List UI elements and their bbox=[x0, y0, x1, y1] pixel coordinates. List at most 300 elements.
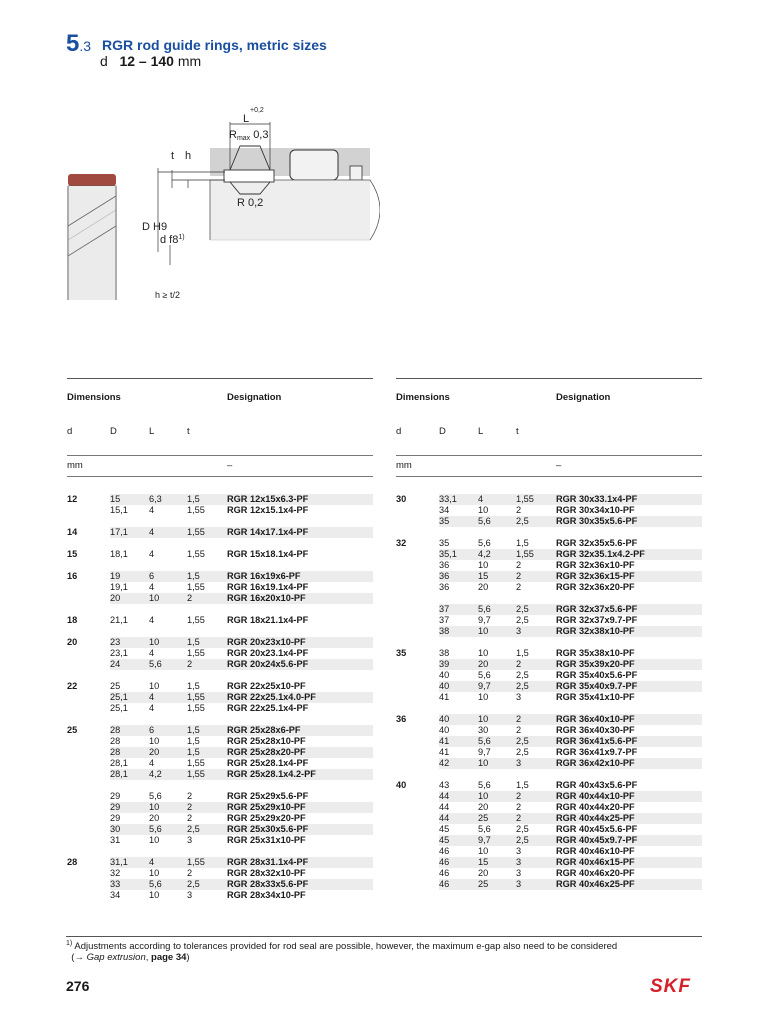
h-note: h ≥ t/2 bbox=[155, 290, 180, 300]
dim-L: 4 bbox=[149, 758, 155, 768]
designation: RGR 36x42x10-PF bbox=[556, 758, 635, 768]
dim-t: 3 bbox=[187, 835, 193, 845]
col-L: L bbox=[149, 426, 155, 437]
table-row bbox=[439, 516, 702, 527]
dim-D: 37 bbox=[439, 615, 450, 625]
dim-t: 3 bbox=[516, 879, 522, 889]
table-row bbox=[439, 659, 702, 670]
dim-L: 20 bbox=[149, 747, 160, 757]
dim-D: 15 bbox=[110, 494, 121, 504]
table-row bbox=[439, 846, 702, 857]
dim-t: 3 bbox=[516, 626, 522, 636]
dim-t: 2 bbox=[516, 791, 522, 801]
dim-D: 40 bbox=[439, 714, 450, 724]
dim-D: 43 bbox=[439, 780, 450, 790]
dim-t: 2,5 bbox=[516, 670, 529, 680]
table-row bbox=[110, 802, 373, 813]
dim-D: 28 bbox=[110, 747, 121, 757]
designation: RGR 25x29x5.6-PF bbox=[227, 791, 309, 801]
designation: RGR 32x36x15-PF bbox=[556, 571, 635, 581]
dim-t: 1,5 bbox=[187, 494, 200, 504]
dim-L-tol: +0,2 bbox=[250, 107, 264, 114]
designation: RGR 20x23.1x4-PF bbox=[227, 648, 309, 658]
dim-L: 4 bbox=[149, 615, 155, 625]
designation: RGR 32x35.1x4.2-PF bbox=[556, 549, 645, 559]
table-row bbox=[110, 703, 373, 714]
table-row bbox=[439, 648, 702, 659]
table-row bbox=[439, 626, 702, 637]
dim-t: 1,5 bbox=[187, 736, 200, 746]
designation: RGR 25x28x20-PF bbox=[227, 747, 306, 757]
dim-D: 33,1 bbox=[439, 494, 457, 504]
dim-L: 5,6 bbox=[478, 670, 491, 680]
dim-L: 5,6 bbox=[478, 516, 491, 526]
ring-sketch bbox=[68, 174, 116, 300]
designation: RGR 36x40x10-PF bbox=[556, 714, 635, 724]
dim-L: 25 bbox=[478, 879, 489, 889]
col-t: t bbox=[516, 426, 519, 437]
dim-L: 4 bbox=[149, 703, 155, 713]
dim-L: 5,6 bbox=[149, 791, 162, 801]
dim-t: 2 bbox=[516, 714, 522, 724]
dim-D: 31,1 bbox=[110, 857, 128, 867]
dim-D: 36 bbox=[439, 560, 450, 570]
dim-L: 15 bbox=[478, 571, 489, 581]
dim-L: 9,7 bbox=[478, 835, 491, 845]
dim-D: 46 bbox=[439, 868, 450, 878]
dim-L: 10 bbox=[149, 736, 160, 746]
unit-dash: – bbox=[227, 460, 233, 471]
table-row bbox=[439, 538, 702, 549]
table-row bbox=[110, 659, 373, 670]
table-row bbox=[439, 505, 702, 516]
dim-t: 2 bbox=[516, 582, 522, 592]
dim-t: 1,55 bbox=[187, 692, 205, 702]
dim-L: 5,6 bbox=[149, 659, 162, 669]
hdr-designation: Designation bbox=[227, 392, 282, 403]
dim-D: 28 bbox=[110, 725, 121, 735]
page-number: 276 bbox=[66, 978, 90, 994]
dim-L: 9,7 bbox=[478, 747, 491, 757]
dim-D: 46 bbox=[439, 846, 450, 856]
dim-L: 10 bbox=[149, 593, 160, 603]
dim-t: 1,5 bbox=[187, 571, 200, 581]
table-row bbox=[439, 714, 702, 725]
designation: RGR 25x28x6-PF bbox=[227, 725, 301, 735]
dim-L: 10 bbox=[478, 714, 489, 724]
dim-t: 2 bbox=[516, 560, 522, 570]
dim-t: 2,5 bbox=[516, 824, 529, 834]
table-row bbox=[110, 725, 373, 736]
dim-L: 10 bbox=[478, 505, 489, 515]
dim-D: 46 bbox=[439, 879, 450, 889]
bore-diameter: 20 bbox=[67, 637, 78, 647]
dim-L: 4 bbox=[149, 505, 155, 515]
table-row bbox=[110, 648, 373, 659]
table-row bbox=[110, 692, 373, 703]
designation: RGR 40x44x25-PF bbox=[556, 813, 635, 823]
dim-L: 5,6 bbox=[149, 824, 162, 834]
table-row bbox=[439, 681, 702, 692]
bore-diameter: 40 bbox=[396, 780, 407, 790]
bore-diameter: 32 bbox=[396, 538, 407, 548]
designation: RGR 40x46x10-PF bbox=[556, 846, 635, 856]
section-title: RGR rod guide rings, metric sizes bbox=[102, 37, 327, 53]
dim-L: 4 bbox=[149, 692, 155, 702]
hdr-designation: Designation bbox=[556, 392, 611, 403]
dim-L: 6 bbox=[149, 571, 155, 581]
dim-t: 2,5 bbox=[187, 824, 200, 834]
dim-t: 1,55 bbox=[187, 703, 205, 713]
table-row bbox=[110, 890, 373, 901]
dim-t: 2 bbox=[187, 791, 193, 801]
table-row bbox=[110, 637, 373, 648]
dim-D: 29 bbox=[110, 813, 121, 823]
bore-diameter: 15 bbox=[67, 549, 78, 559]
dim-t: 3 bbox=[516, 692, 522, 702]
dim-L: 25 bbox=[478, 813, 489, 823]
designation: RGR 25x29x10-PF bbox=[227, 802, 306, 812]
dim-t: 1,55 bbox=[516, 549, 534, 559]
dim-D: 39 bbox=[439, 659, 450, 669]
dim-D: 42 bbox=[439, 758, 450, 768]
dim-t: 2 bbox=[516, 802, 522, 812]
designation: RGR 36x41x9.7-PF bbox=[556, 747, 638, 757]
designation: RGR 40x46x20-PF bbox=[556, 868, 635, 878]
hdr-dimensions: Dimensions bbox=[396, 392, 450, 403]
dim-t: 1,5 bbox=[516, 648, 529, 658]
dim-D: 23 bbox=[110, 637, 121, 647]
table-row bbox=[439, 835, 702, 846]
designation: RGR 40x46x25-PF bbox=[556, 879, 635, 889]
designation: RGR 28x33x5.6-PF bbox=[227, 879, 309, 889]
dim-L: 30 bbox=[478, 725, 489, 735]
designation: RGR 22x25.1x4-PF bbox=[227, 703, 309, 713]
designation: RGR 32x36x10-PF bbox=[556, 560, 635, 570]
dim-df8: d f8$^{1)}$ bbox=[160, 234, 185, 246]
dim-D: 44 bbox=[439, 791, 450, 801]
designation: RGR 22x25x10-PF bbox=[227, 681, 306, 691]
dim-D: 25,1 bbox=[110, 703, 128, 713]
dim-D: 38 bbox=[439, 648, 450, 658]
housing-section bbox=[210, 146, 380, 240]
table-row bbox=[439, 571, 702, 582]
dim-t: 2 bbox=[187, 659, 193, 669]
dim-t: 1,55 bbox=[187, 857, 205, 867]
table-row bbox=[439, 615, 702, 626]
bore-diameter: 22 bbox=[67, 681, 78, 691]
designation: RGR 32x38x10-PF bbox=[556, 626, 635, 636]
dim-t: 2,5 bbox=[516, 604, 529, 614]
designation: RGR 22x25.1x4.0-PF bbox=[227, 692, 316, 702]
dim-t: 1,5 bbox=[187, 681, 200, 691]
bore-diameter: 14 bbox=[67, 527, 78, 537]
dim-D: 40 bbox=[439, 725, 450, 735]
designation: RGR 16x19x6-PF bbox=[227, 571, 301, 581]
designation: RGR 16x20x10-PF bbox=[227, 593, 306, 603]
dim-L: 4 bbox=[149, 582, 155, 592]
table-row bbox=[439, 802, 702, 813]
dim-L: 4,2 bbox=[149, 769, 162, 779]
unit-mm: mm bbox=[67, 460, 83, 471]
table-row bbox=[110, 549, 373, 560]
dim-D: 40 bbox=[439, 670, 450, 680]
designation: RGR 40x45x9.7-PF bbox=[556, 835, 638, 845]
table-row bbox=[439, 813, 702, 824]
dim-L: 20 bbox=[478, 659, 489, 669]
dim-D: 34 bbox=[439, 505, 450, 515]
designation: RGR 32x37x5.6-PF bbox=[556, 604, 638, 614]
dim-t: 1,55 bbox=[187, 615, 205, 625]
table-row bbox=[439, 868, 702, 879]
table-row bbox=[439, 670, 702, 681]
dim-D: 33 bbox=[110, 879, 121, 889]
dim-D: 29 bbox=[110, 802, 121, 812]
table-row bbox=[110, 758, 373, 769]
bore-diameter: 18 bbox=[67, 615, 78, 625]
dim-L: 20 bbox=[149, 813, 160, 823]
dim-D: 41 bbox=[439, 747, 450, 757]
dim-t: 1,5 bbox=[187, 747, 200, 757]
table-row bbox=[110, 571, 373, 582]
dim-L: 10 bbox=[149, 835, 160, 845]
designation: RGR 35x40x5.6-PF bbox=[556, 670, 638, 680]
dim-L: 5,6 bbox=[478, 824, 491, 834]
dim-L: 20 bbox=[478, 802, 489, 812]
dim-t: 2,5 bbox=[516, 615, 529, 625]
dim-D: 46 bbox=[439, 857, 450, 867]
dim-L: 20 bbox=[478, 582, 489, 592]
dim-t: 2,5 bbox=[187, 879, 200, 889]
designation: RGR 35x40x9.7-PF bbox=[556, 681, 638, 691]
dim-L: 4 bbox=[478, 494, 484, 504]
col-D: D bbox=[110, 426, 117, 437]
dim-t: 3 bbox=[516, 758, 522, 768]
dim-D: 28,1 bbox=[110, 758, 128, 768]
designation: RGR 16x19.1x4-PF bbox=[227, 582, 309, 592]
dim-t: 2 bbox=[516, 505, 522, 515]
table-row bbox=[439, 857, 702, 868]
dim-t: 1,55 bbox=[187, 582, 205, 592]
dim-L: 10 bbox=[149, 868, 160, 878]
dim-D: 31 bbox=[110, 835, 121, 845]
designation: RGR 35x38x10-PF bbox=[556, 648, 635, 658]
designation: RGR 25x28.1x4-PF bbox=[227, 758, 309, 768]
dim-L: 10 bbox=[149, 681, 160, 691]
table-row bbox=[439, 582, 702, 593]
dim-D: 32 bbox=[110, 868, 121, 878]
table-row bbox=[110, 681, 373, 692]
col-t: t bbox=[187, 426, 190, 437]
dim-t: 2 bbox=[516, 725, 522, 735]
dim-L: 10 bbox=[149, 802, 160, 812]
dim-t: 2 bbox=[516, 659, 522, 669]
designation: RGR 25x31x10-PF bbox=[227, 835, 306, 845]
dim-L: 5,6 bbox=[478, 780, 491, 790]
dim-D: 36 bbox=[439, 582, 450, 592]
designation: RGR 40x43x5.6-PF bbox=[556, 780, 638, 790]
dim-D: 24 bbox=[110, 659, 121, 669]
dim-D: 23,1 bbox=[110, 648, 128, 658]
bore-diameter: 16 bbox=[67, 571, 78, 581]
table-row bbox=[439, 758, 702, 769]
unit-mm: mm bbox=[396, 460, 412, 471]
skf-logo: SKF bbox=[650, 976, 691, 997]
table-row bbox=[110, 615, 373, 626]
designation: RGR 32x36x20-PF bbox=[556, 582, 635, 592]
table-row bbox=[439, 780, 702, 791]
table-row bbox=[439, 879, 702, 890]
dim-L: 4 bbox=[149, 857, 155, 867]
designation: RGR 18x21.1x4-PF bbox=[227, 615, 309, 625]
designation: RGR 28x32x10-PF bbox=[227, 868, 306, 878]
dim-t: 1,55 bbox=[187, 648, 205, 658]
designation: RGR 30x35x5.6-PF bbox=[556, 516, 638, 526]
dim-L: 10 bbox=[149, 890, 160, 900]
hdr-dimensions: Dimensions bbox=[67, 392, 121, 403]
dim-D: 35 bbox=[439, 538, 450, 548]
designation: RGR 12x15x6.3-PF bbox=[227, 494, 309, 504]
designation: RGR 15x18.1x4-PF bbox=[227, 549, 309, 559]
section-number: 5.3 bbox=[66, 30, 92, 57]
table-row bbox=[439, 604, 702, 615]
bore-diameter: 36 bbox=[396, 714, 407, 724]
dim-D: 44 bbox=[439, 813, 450, 823]
dim-L: 4 bbox=[149, 527, 155, 537]
designation: RGR 30x33.1x4-PF bbox=[556, 494, 638, 504]
col-d: d bbox=[67, 426, 73, 437]
dim-L: 10 bbox=[149, 637, 160, 647]
designation: RGR 20x24x5.6-PF bbox=[227, 659, 309, 669]
section-subtitle: d 12 – 140 mm bbox=[100, 53, 202, 69]
designation: RGR 30x34x10-PF bbox=[556, 505, 635, 515]
dim-t: 1,55 bbox=[187, 505, 205, 515]
dim-r02: R 0,2 bbox=[237, 197, 264, 209]
designation: RGR 12x15.1x4-PF bbox=[227, 505, 309, 515]
dim-L: 10 bbox=[478, 791, 489, 801]
dim-rmax: Rmax 0,3 bbox=[229, 129, 269, 142]
bore-diameter: 12 bbox=[67, 494, 78, 504]
designation: RGR 25x28x10-PF bbox=[227, 736, 306, 746]
table-row bbox=[439, 824, 702, 835]
dim-D: 35 bbox=[439, 516, 450, 526]
designation: RGR 32x35x5.6-PF bbox=[556, 538, 638, 548]
bore-diameter: 25 bbox=[67, 725, 78, 735]
dim-L: 5,6 bbox=[149, 879, 162, 889]
col-d: d bbox=[396, 426, 402, 437]
dim-t: 2 bbox=[516, 571, 522, 581]
dim-L: 10 bbox=[478, 692, 489, 702]
dim-D: 17,1 bbox=[110, 527, 128, 537]
dim-t: 2,5 bbox=[516, 736, 529, 746]
col-L: L bbox=[478, 426, 484, 437]
table-row bbox=[110, 747, 373, 758]
dim-L: 9,7 bbox=[478, 681, 491, 691]
designation: RGR 35x41x10-PF bbox=[556, 692, 635, 702]
dim-t: 2 bbox=[187, 813, 193, 823]
footnote: $^{1)}$ Adjustments according to tolerances provided for rod seal are possible, however, the maximum e-gap also need to be considered (→ Gap extrusion, page 34) bbox=[66, 940, 618, 964]
table-row bbox=[110, 835, 373, 846]
dim-D: 35,1 bbox=[439, 549, 457, 559]
dim-D: 30 bbox=[110, 824, 121, 834]
table-row bbox=[439, 549, 702, 560]
designation: RGR 28x34x10-PF bbox=[227, 890, 306, 900]
designation: RGR 32x37x9.7-PF bbox=[556, 615, 638, 625]
designation: RGR 20x23x10-PF bbox=[227, 637, 306, 647]
dim-L: 10 bbox=[478, 626, 489, 636]
dim-L: 10 bbox=[478, 758, 489, 768]
dim-D: 29 bbox=[110, 791, 121, 801]
table-row bbox=[110, 593, 373, 604]
table-row bbox=[110, 527, 373, 538]
designation: RGR 25x30x5.6-PF bbox=[227, 824, 309, 834]
dim-D: 36 bbox=[439, 571, 450, 581]
dim-t: 1,5 bbox=[187, 637, 200, 647]
footnote-rule bbox=[66, 936, 702, 937]
table-row bbox=[439, 560, 702, 571]
table-row bbox=[439, 791, 702, 802]
table-row bbox=[439, 747, 702, 758]
dim-L: 9,7 bbox=[478, 615, 491, 625]
table-row bbox=[110, 813, 373, 824]
dim-t: 1,55 bbox=[516, 494, 534, 504]
table-row bbox=[110, 505, 373, 516]
dim-D: 45 bbox=[439, 835, 450, 845]
designation: RGR 36x40x30-PF bbox=[556, 725, 635, 735]
dim-L: 4 bbox=[149, 648, 155, 658]
table-row bbox=[110, 582, 373, 593]
dim-D: 34 bbox=[110, 890, 121, 900]
dim-t: 2 bbox=[187, 802, 193, 812]
dim-L: 10 bbox=[478, 648, 489, 658]
designation: RGR 14x17.1x4-PF bbox=[227, 527, 309, 537]
dim-t: 2 bbox=[187, 868, 193, 878]
dim-t: t bbox=[171, 150, 175, 162]
dim-D: 19 bbox=[110, 571, 121, 581]
bore-diameter: 30 bbox=[396, 494, 407, 504]
dim-t: 1,5 bbox=[516, 538, 529, 548]
designation: RGR 40x44x20-PF bbox=[556, 802, 635, 812]
dim-L: 20 bbox=[478, 868, 489, 878]
dim-L: 5,6 bbox=[478, 538, 491, 548]
table-row bbox=[110, 791, 373, 802]
dim-t: 2 bbox=[516, 813, 522, 823]
table-row bbox=[110, 494, 373, 505]
table-row bbox=[439, 725, 702, 736]
designation: RGR 36x41x5.6-PF bbox=[556, 736, 638, 746]
table-row bbox=[110, 857, 373, 868]
dim-D: 44 bbox=[439, 802, 450, 812]
dim-t: 1,5 bbox=[187, 725, 200, 735]
dim-L: 15 bbox=[478, 857, 489, 867]
dim-t: 2,5 bbox=[516, 835, 529, 845]
bore-diameter: 28 bbox=[67, 857, 78, 867]
dim-t: 2,5 bbox=[516, 681, 529, 691]
designation: RGR 25x29x20-PF bbox=[227, 813, 306, 823]
dim-t: 3 bbox=[516, 868, 522, 878]
dim-t: 2,5 bbox=[516, 747, 529, 757]
dim-L: 10 bbox=[478, 846, 489, 856]
dim-D: 38 bbox=[439, 626, 450, 636]
dim-D: 37 bbox=[439, 604, 450, 614]
dim-L: L bbox=[243, 113, 250, 125]
dim-D: 15,1 bbox=[110, 505, 128, 515]
dim-t: 1,55 bbox=[187, 549, 205, 559]
designation: RGR 40x44x10-PF bbox=[556, 791, 635, 801]
bore-diameter: 35 bbox=[396, 648, 407, 658]
designation: RGR 40x45x5.6-PF bbox=[556, 824, 638, 834]
dim-L: 5,6 bbox=[478, 604, 491, 614]
